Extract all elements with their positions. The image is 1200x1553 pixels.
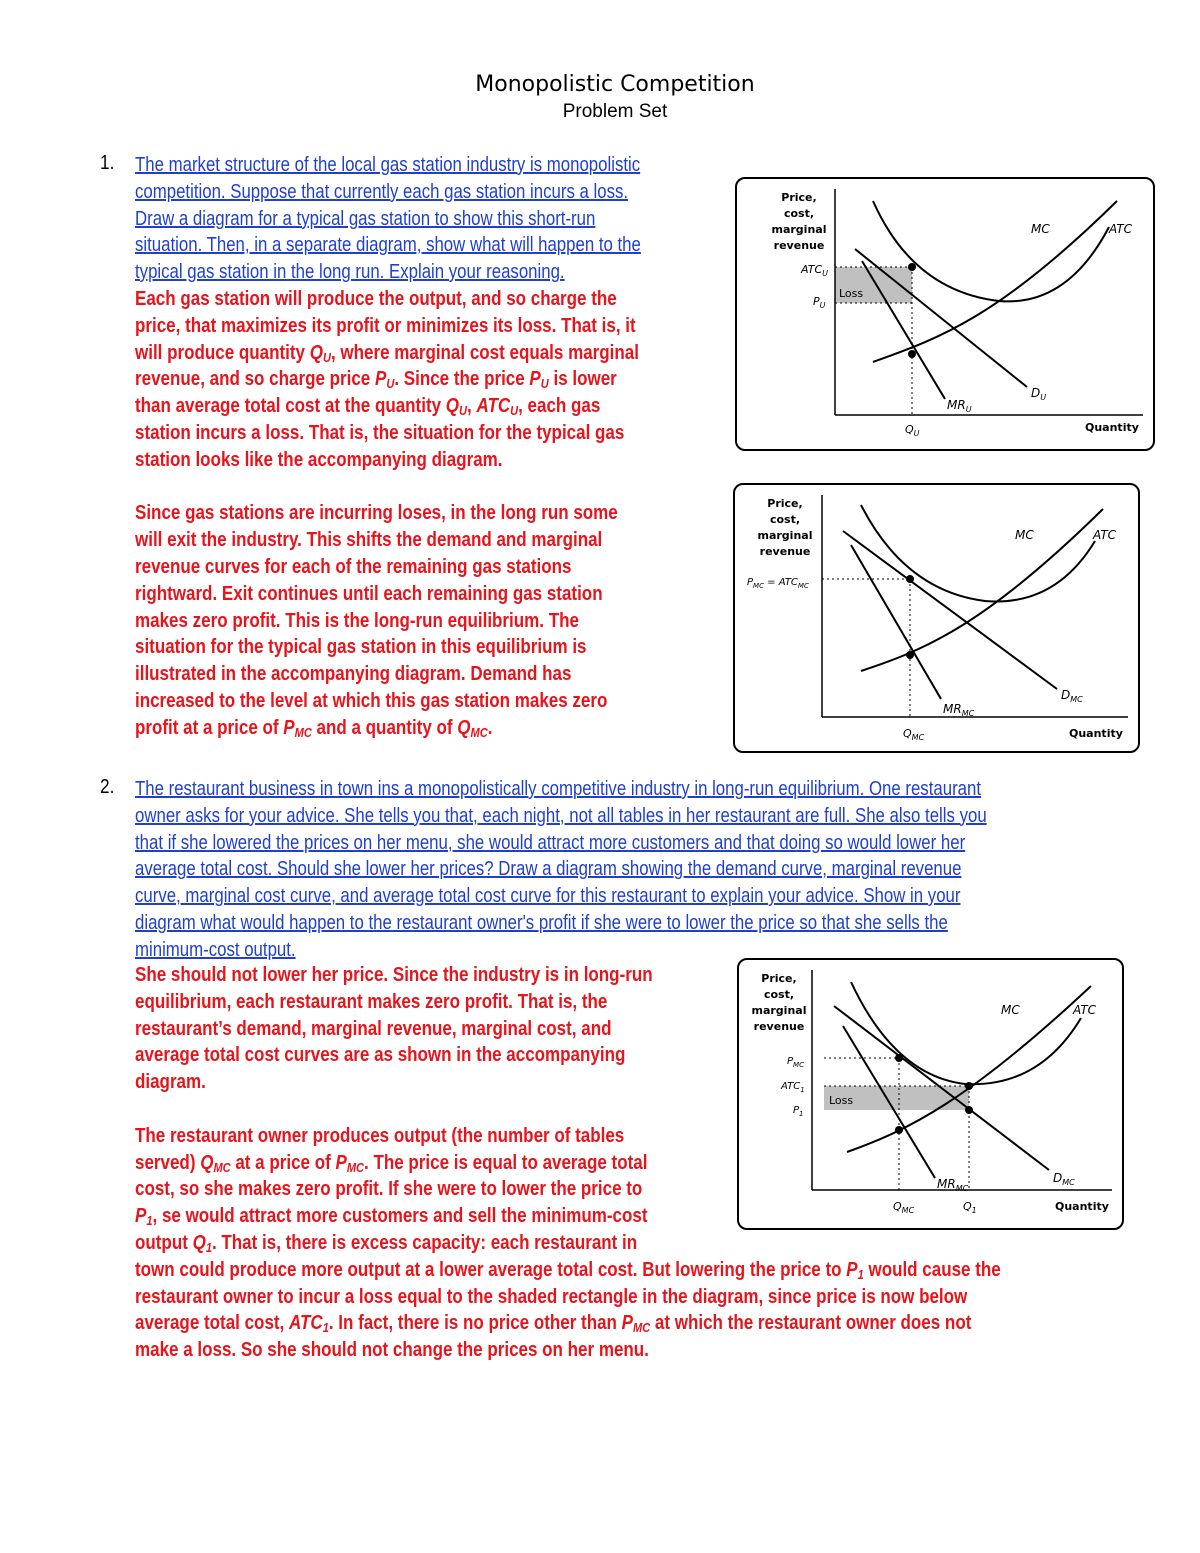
point <box>965 1106 973 1114</box>
diagram-long-run-equilibrium <box>733 483 1140 753</box>
answer-1 <box>135 286 639 742</box>
quantity-tick-label: $Q_U$ <box>905 423 920 438</box>
mr-label: $MR_{MC}$ <box>943 702 975 718</box>
question-2-line: that if she lowered the prices on her menu, she would attract more customers and that doing so would lower her <box>135 831 966 854</box>
answer-line: will exit the industry. This shifts the demand and marginal <box>135 529 603 552</box>
x-axis-label: Quantity <box>1055 1200 1109 1213</box>
question-1-line: competition. Suppose that currently each gas station incurs a loss. <box>135 180 629 203</box>
answer-line: profit at a price of $P_{MC}$ and a quantity of $Q_{MC}$. <box>135 716 493 740</box>
point <box>906 575 914 583</box>
question-1-number: 1. <box>100 152 115 174</box>
question-1-line: situation. Then, in a separate diagram, show what will happen to the <box>135 234 641 257</box>
page-subtitle: Problem Set <box>562 101 668 122</box>
page-title: Monopolistic Competition <box>475 72 755 97</box>
answer-line: situation for the typical gas station in this equilibrium is <box>135 636 587 659</box>
mr-label: $MR_U$ <box>947 398 972 414</box>
answer-line: cost, so she makes zero profit. If she were to lower the price to <box>135 1178 643 1201</box>
answer-line: town could produce more output at a lower average total cost. But lowering the price to $P_1$ would cause the <box>135 1258 1001 1282</box>
atc-label: ATC <box>1109 222 1133 236</box>
answer-line: rightward. Exit continues until each remaining gas station <box>135 582 603 605</box>
diagram-1-svg <box>737 179 1153 449</box>
demand-curve <box>855 249 1027 387</box>
y-axis-label: marginal <box>771 223 827 236</box>
question-2-number: 2. <box>100 776 115 798</box>
answer-line: station incurs a loss. That is, the situation for the typical gas <box>135 421 625 444</box>
x-axis-label: Quantity <box>1085 421 1139 434</box>
atc-label: ATC <box>1073 1003 1097 1017</box>
atc-tick-label: $ATC_1$ <box>781 1081 805 1094</box>
y-axis-label: marginal <box>757 529 813 542</box>
atc-curve <box>851 982 1081 1084</box>
question-1-line: The market structure of the local gas station industry is monopolistic <box>135 154 641 176</box>
y-axis-label: revenue <box>753 1020 805 1033</box>
demand-label: $D_U$ <box>1031 386 1047 402</box>
y-axis-label: cost, <box>769 513 801 526</box>
answer-line: illustrated in the accompanying diagram. Demand has <box>135 663 572 686</box>
answer-line: She should not lower her price. Since the industry is in long-run <box>135 964 653 986</box>
x-axis-label: Quantity <box>1069 727 1123 740</box>
mc-label: MC <box>1001 1003 1020 1017</box>
answer-line: price, that maximizes its profit or minimizes its loss. That is, it <box>135 314 636 337</box>
demand-label: $D_{MC}$ <box>1053 1171 1075 1187</box>
point <box>895 1054 903 1062</box>
point <box>908 350 916 358</box>
answer-line: equilibrium, each restaurant makes zero profit. That is, the <box>135 990 608 1013</box>
question-2-line: diagram what would happen to the restaurant owner's profit if she were to lower the price so that she sells the <box>135 911 948 934</box>
answer-line: average total cost, $ATC_1$. In fact, there is no price other than $P_{MC}$ at which the restaurant owner does not <box>135 1312 972 1336</box>
y-axis-label: cost, <box>783 207 815 220</box>
q1-tick-label: $Q_1$ <box>963 1200 977 1215</box>
question-1-text <box>135 152 641 286</box>
atc-curve <box>861 505 1095 602</box>
y-axis-label: cost, <box>763 988 795 1001</box>
y-axis-label: Price, <box>767 497 803 510</box>
answer-line: diagram. <box>135 1071 206 1094</box>
atc-label: ATC <box>1093 528 1117 542</box>
diagram-short-run-loss <box>735 177 1155 451</box>
answer-line: revenue curves for each of the remaining gas stations <box>135 555 572 578</box>
answer-line: will produce quantity $Q_U$, where marginal cost equals marginal <box>135 341 639 365</box>
point <box>908 263 916 271</box>
answer-line: station looks like the accompanying diagram. <box>135 448 503 471</box>
y-axis-label: revenue <box>759 545 811 558</box>
question-2-line: minimum-cost output. <box>135 938 296 961</box>
mc-curve <box>861 509 1103 671</box>
question-1-line: Draw a diagram for a typical gas station to show this short-run <box>135 207 596 230</box>
question-2-text <box>135 776 987 964</box>
answer-line: The restaurant owner produces output (the number of tables <box>135 1124 625 1147</box>
diagram-restaurant <box>737 958 1124 1230</box>
mc-label: MC <box>1015 528 1034 542</box>
demand-label: $D_{MC}$ <box>1061 688 1083 704</box>
question-2-line: owner asks for your advice. She tells you that, each night, not all tables in her restaurant are full. She also tells you <box>135 804 987 827</box>
answer-line: revenue, and so charge price $P_U$. Since the price $P_U$ is lower <box>135 368 617 392</box>
price-tick-label: $P_{MC}$ <box>787 1056 804 1069</box>
question-2-line: curve, marginal cost curve, and average total cost curve for this restaurant to explain your advice. Show in your <box>135 885 961 908</box>
question-1-line: typical gas station in the long run. Explain your reasoning. <box>135 261 565 284</box>
answer-line: makes zero profit. This is the long-run equilibrium. The <box>135 609 579 632</box>
mr-label: $MR_{MC}$ <box>937 1177 969 1193</box>
price-tick-label: $P_U$ <box>813 295 826 310</box>
y-axis-label: Price, <box>781 191 817 204</box>
p1-tick-label: $P_1$ <box>793 1105 804 1118</box>
answer-line: increased to the level at which this gas station makes zero <box>135 689 608 712</box>
mc-label: MC <box>1031 222 1050 236</box>
loss-label: Loss <box>829 1094 854 1107</box>
diagram-2-svg <box>735 485 1138 751</box>
loss-label: Loss <box>839 287 864 300</box>
diagram-3-svg <box>739 960 1122 1228</box>
answer-line: average total cost curves are as shown in the accompanying <box>135 1044 626 1067</box>
answer-line: restaurant’s demand, marginal revenue, marginal cost, and <box>135 1017 612 1040</box>
quantity-tick-label: $Q_{MC}$ <box>903 727 925 742</box>
point <box>906 651 914 659</box>
point <box>895 1126 903 1134</box>
answer-line: output $Q_1$. That is, there is excess capacity: each restaurant in <box>135 1231 638 1255</box>
answer-line: $P_1$, se would attract more customers and sell the minimum-cost <box>135 1205 648 1229</box>
answer-line: make a loss. So she should not change the prices on her menu. <box>135 1339 649 1362</box>
question-2-line: average total cost. Should she lower her prices? Draw a diagram showing the demand curve, marginal revenue <box>135 858 962 881</box>
quantity-tick-label: $Q_{MC}$ <box>893 1200 915 1215</box>
y-axis-label: marginal <box>751 1004 807 1017</box>
answer-line: Each gas station will produce the output, and so charge the <box>135 288 617 310</box>
mr-curve <box>851 545 941 699</box>
y-axis-label: Price, <box>761 972 797 985</box>
price-tick-label: $P_{MC} = ATC_{MC}$ <box>747 577 809 590</box>
atc-tick-label: $ATC_U$ <box>801 263 828 278</box>
question-2-line: The restaurant business in town ins a monopolistically competitive industry in long-run equilibrium. One restaurant <box>135 778 982 800</box>
answer-line: restaurant owner to incur a loss equal to the shaded rectangle in the diagram, since price is now below <box>135 1285 968 1308</box>
answer-line: served) $Q_{MC}$ at a price of $P_{MC}$. The price is equal to average total <box>135 1151 648 1175</box>
answer-line: Since gas stations are incurring loses, in the long run some <box>135 502 618 525</box>
y-axis-label: revenue <box>773 239 825 252</box>
answer-line: than average total cost at the quantity $Q_U$, $ATC_U$, each gas <box>135 395 601 419</box>
point <box>965 1082 973 1090</box>
